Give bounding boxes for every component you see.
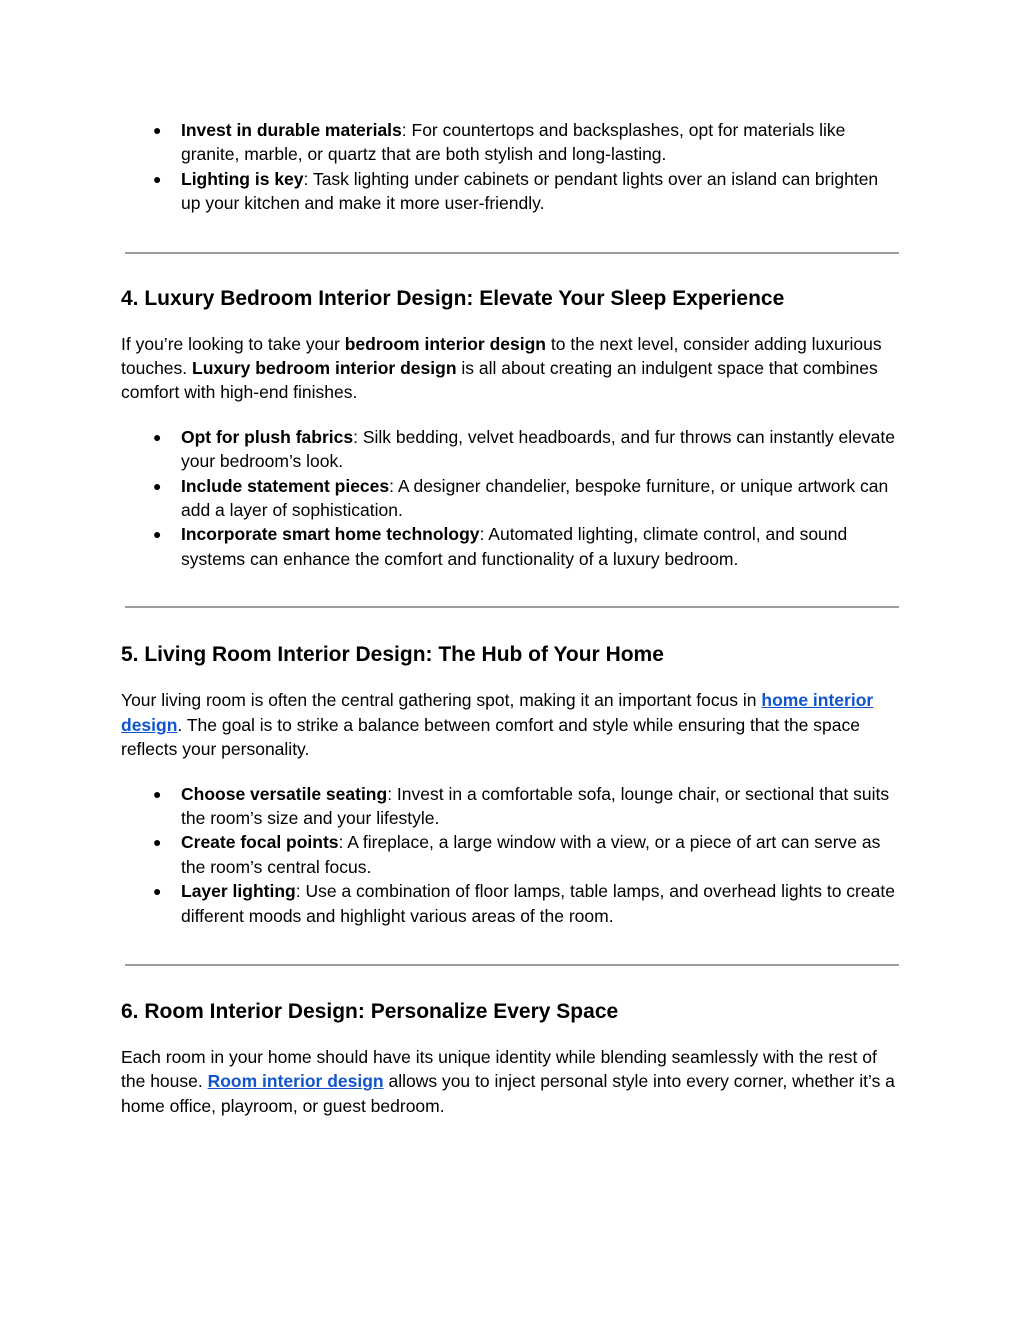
bullet-icon: ●	[153, 785, 162, 802]
horizontal-rule	[125, 606, 899, 608]
section-heading-room-interior: 6. Room Interior Design: Personalize Every Space	[121, 999, 619, 1023]
document-content	[121, 118, 901, 1118]
section-paragraph: Each room in your home should have its unique identity while blending seamlessly with the rest of the house. Room interior design allows you to inject personal style into every corner, whether it’s a home office, playroom, or guest bedroom.	[121, 1046, 895, 1116]
bullet-icon: ●	[153, 122, 162, 138]
home-interior-design-link[interactable]: home interior design	[121, 690, 874, 735]
kitchen-tips-list	[121, 118, 901, 216]
section-heading-living-room: 5. Living Room Interior Design: The Hub of Your Home	[121, 643, 664, 667]
list-item: ● Create focal points: A fireplace, a large window with a view, or a piece of art can serve as the room’s central focus.	[153, 832, 881, 877]
bullet-icon: ●	[153, 477, 162, 494]
bullet-icon: ●	[153, 170, 162, 187]
horizontal-rule	[125, 964, 899, 966]
section-paragraph: Your living room is often the central gathering spot, making it an important focus in home interior design. The goal is to strike a balance between comfort and style while ensuring that the space reflects your personality.	[121, 690, 874, 760]
bullet-icon: ●	[153, 428, 162, 445]
section-paragraph: If you’re looking to take your bedroom interior design to the next level, consider adding luxurious touches. Luxury bedroom interior design is all about creating an indulgent space that combines comfort with high-end finishes.	[121, 333, 882, 403]
bullet-icon: ●	[153, 834, 162, 851]
bedroom-tips-list	[121, 425, 901, 571]
list-item: ● Choose versatile seating: Invest in a comfortable sofa, lounge chair, or sectional that suits the room’s size and your lifestyle.	[153, 783, 890, 828]
section-heading-luxury-bedroom: 4. Luxury Bedroom Interior Design: Elevate Your Sleep Experience	[121, 286, 785, 310]
bullet-icon: ●	[153, 883, 162, 900]
list-item: ● Include statement pieces: A designer chandelier, bespoke furniture, or unique artwork can add a layer of sophistication.	[153, 475, 889, 521]
list-item: ● Incorporate smart home technology: Automated lighting, climate control, and sound systems can enhance the comfort and functionality of a luxury bedroom.	[153, 524, 848, 569]
list-item: ● Invest in durable materials: For countertops and backsplashes, opt for materials like granite, marble, or quartz that are both stylish and long-lasting.	[153, 120, 846, 165]
horizontal-rule	[125, 252, 899, 254]
living-room-tips-list	[121, 782, 901, 928]
bullet-icon: ●	[153, 526, 162, 543]
list-item: ● Layer lighting: Use a combination of floor lamps, table lamps, and overhead lights to create different moods and highlight various areas of the room.	[153, 881, 895, 926]
list-item: ● Opt for plush fabrics: Silk bedding, velvet headboards, and fur throws can instantly elevate your bedroom’s look.	[153, 426, 895, 472]
list-item: ● Lighting is key: Task lighting under cabinets or pendant lights over an island can brighten up your kitchen and make it more user-friendly.	[153, 168, 879, 214]
room-interior-design-link[interactable]: Room interior design	[207, 1071, 384, 1092]
